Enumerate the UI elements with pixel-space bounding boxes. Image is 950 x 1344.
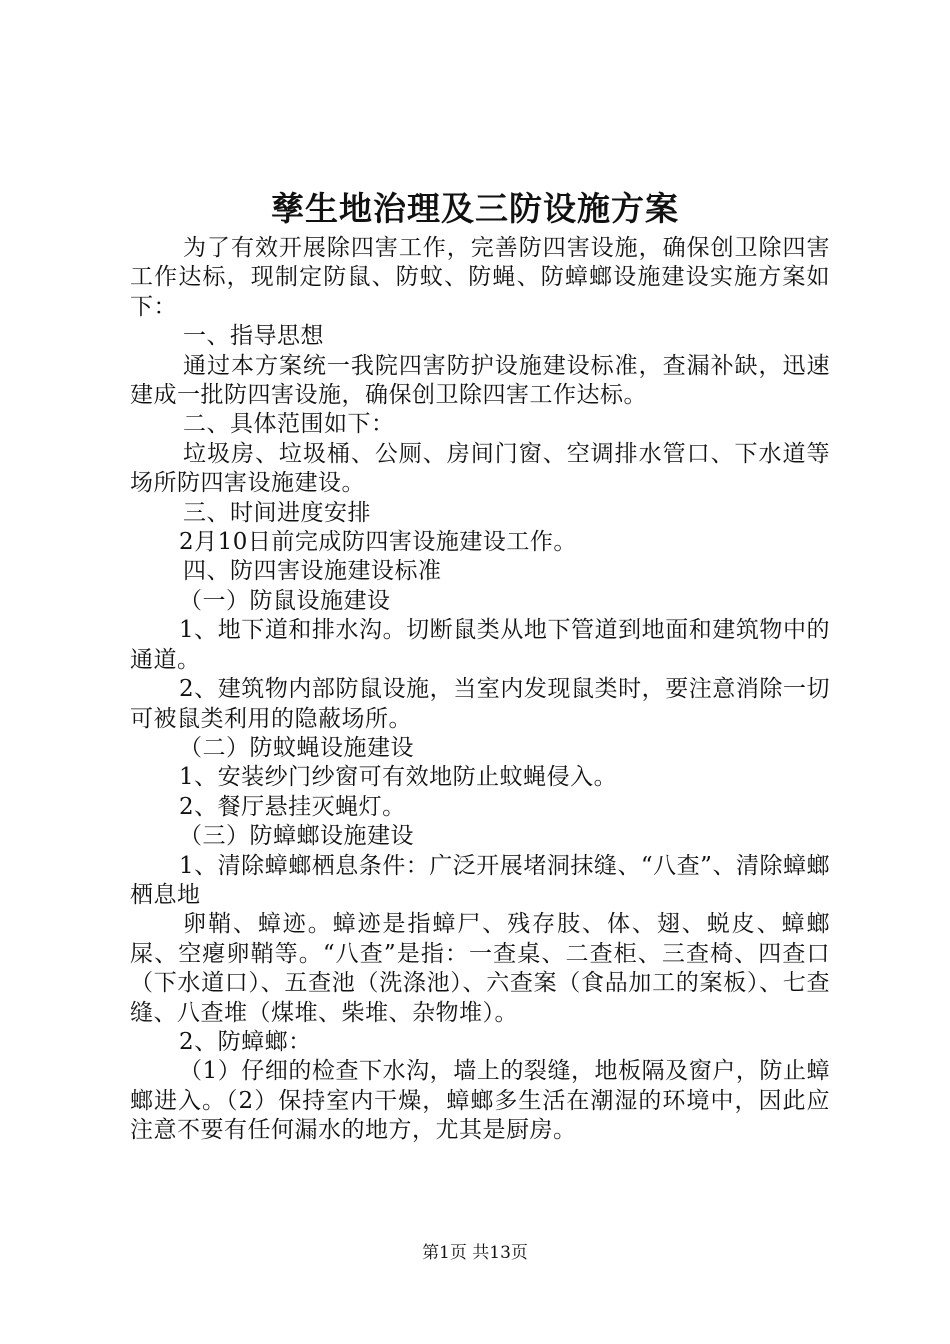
list-item: 2、建筑物内部防鼠设施，当室内发现鼠类时，要注意消除一切可被鼠类利用的隐蔽场所。 bbox=[130, 676, 830, 732]
intro-paragraph: 为了有效开展除四害工作，完善防四害设施，确保创卫除四害工作达标，现制定防鼠、防蚊、防蝇、防蟑螂设施建设实施方案如下： bbox=[130, 235, 830, 320]
paragraph: （1）仔细的检查下水沟，墙上的裂缝，地板隔及窗户，防止蟑螂进入。（2）保持室内干燥，蟑螂多生活在潮湿的环境中，因此应注意不要有任何漏水的地方，尤其是厨房。 bbox=[130, 1058, 830, 1144]
subsection-heading-rat-proofing: （一）防鼠设施建设 bbox=[179, 587, 391, 614]
paragraph: 通过本方案统一我院四害防护设施建设标准，查漏补缺，迅速建成一批防四害设施，确保创卫除四害工作达标。 bbox=[130, 352, 830, 409]
list-item: 2、防蟑螂： bbox=[179, 1028, 312, 1055]
paragraph: 卵鞘、蟑迹。蟑迹是指蟑尸、残存肢、体、翅、蜕皮、蟑螂屎、空瘪卵鞘等。“八查”是指：一查桌、二查柜、三查椅、四查口（下水道口）、五查池（洗涤池）、六查案（食品加工的案板）、七查缝、八查堆（煤堆、柴堆、杂物堆）。 bbox=[130, 911, 830, 1026]
section-heading-schedule: 三、时间进度安排 bbox=[183, 499, 371, 526]
page-number-footer: 第1页 共13页 bbox=[422, 1243, 528, 1263]
document-body bbox=[130, 234, 830, 1146]
list-item: 1、地下道和排水沟。切断鼠类从地下管道到地面和建筑物中的通道。 bbox=[130, 617, 830, 673]
section-heading-guiding-thought: 一、指导思想 bbox=[183, 323, 324, 350]
document-title: 孳生地治理及三防设施方案 bbox=[271, 189, 679, 228]
subsection-heading-cockroach-proofing: （三）防蟑螂设施建设 bbox=[179, 823, 414, 850]
paragraph: 2月10日前完成防四害设施建设工作。 bbox=[179, 529, 577, 556]
paragraph: 垃圾房、垃圾桶、公厕、房间门窗、空调排水管口、下水道等场所防四害设施建设。 bbox=[130, 440, 830, 497]
list-item: 1、安装纱门纱窗可有效地防止蚊蝇侵入。 bbox=[179, 764, 618, 791]
section-heading-scope: 二、具体范围如下： bbox=[183, 411, 395, 438]
list-item: 1、清除蟑螂栖息条件：广泛开展堵洞抹缝、“八查”、清除蟑螂栖息地 bbox=[130, 852, 830, 908]
list-item: 2、餐厅悬挂灭蝇灯。 bbox=[179, 793, 406, 820]
section-heading-standards: 四、防四害设施建设标准 bbox=[183, 558, 442, 585]
subsection-heading-mosquito-fly-proofing: （二）防蚊蝇设施建设 bbox=[179, 734, 414, 761]
